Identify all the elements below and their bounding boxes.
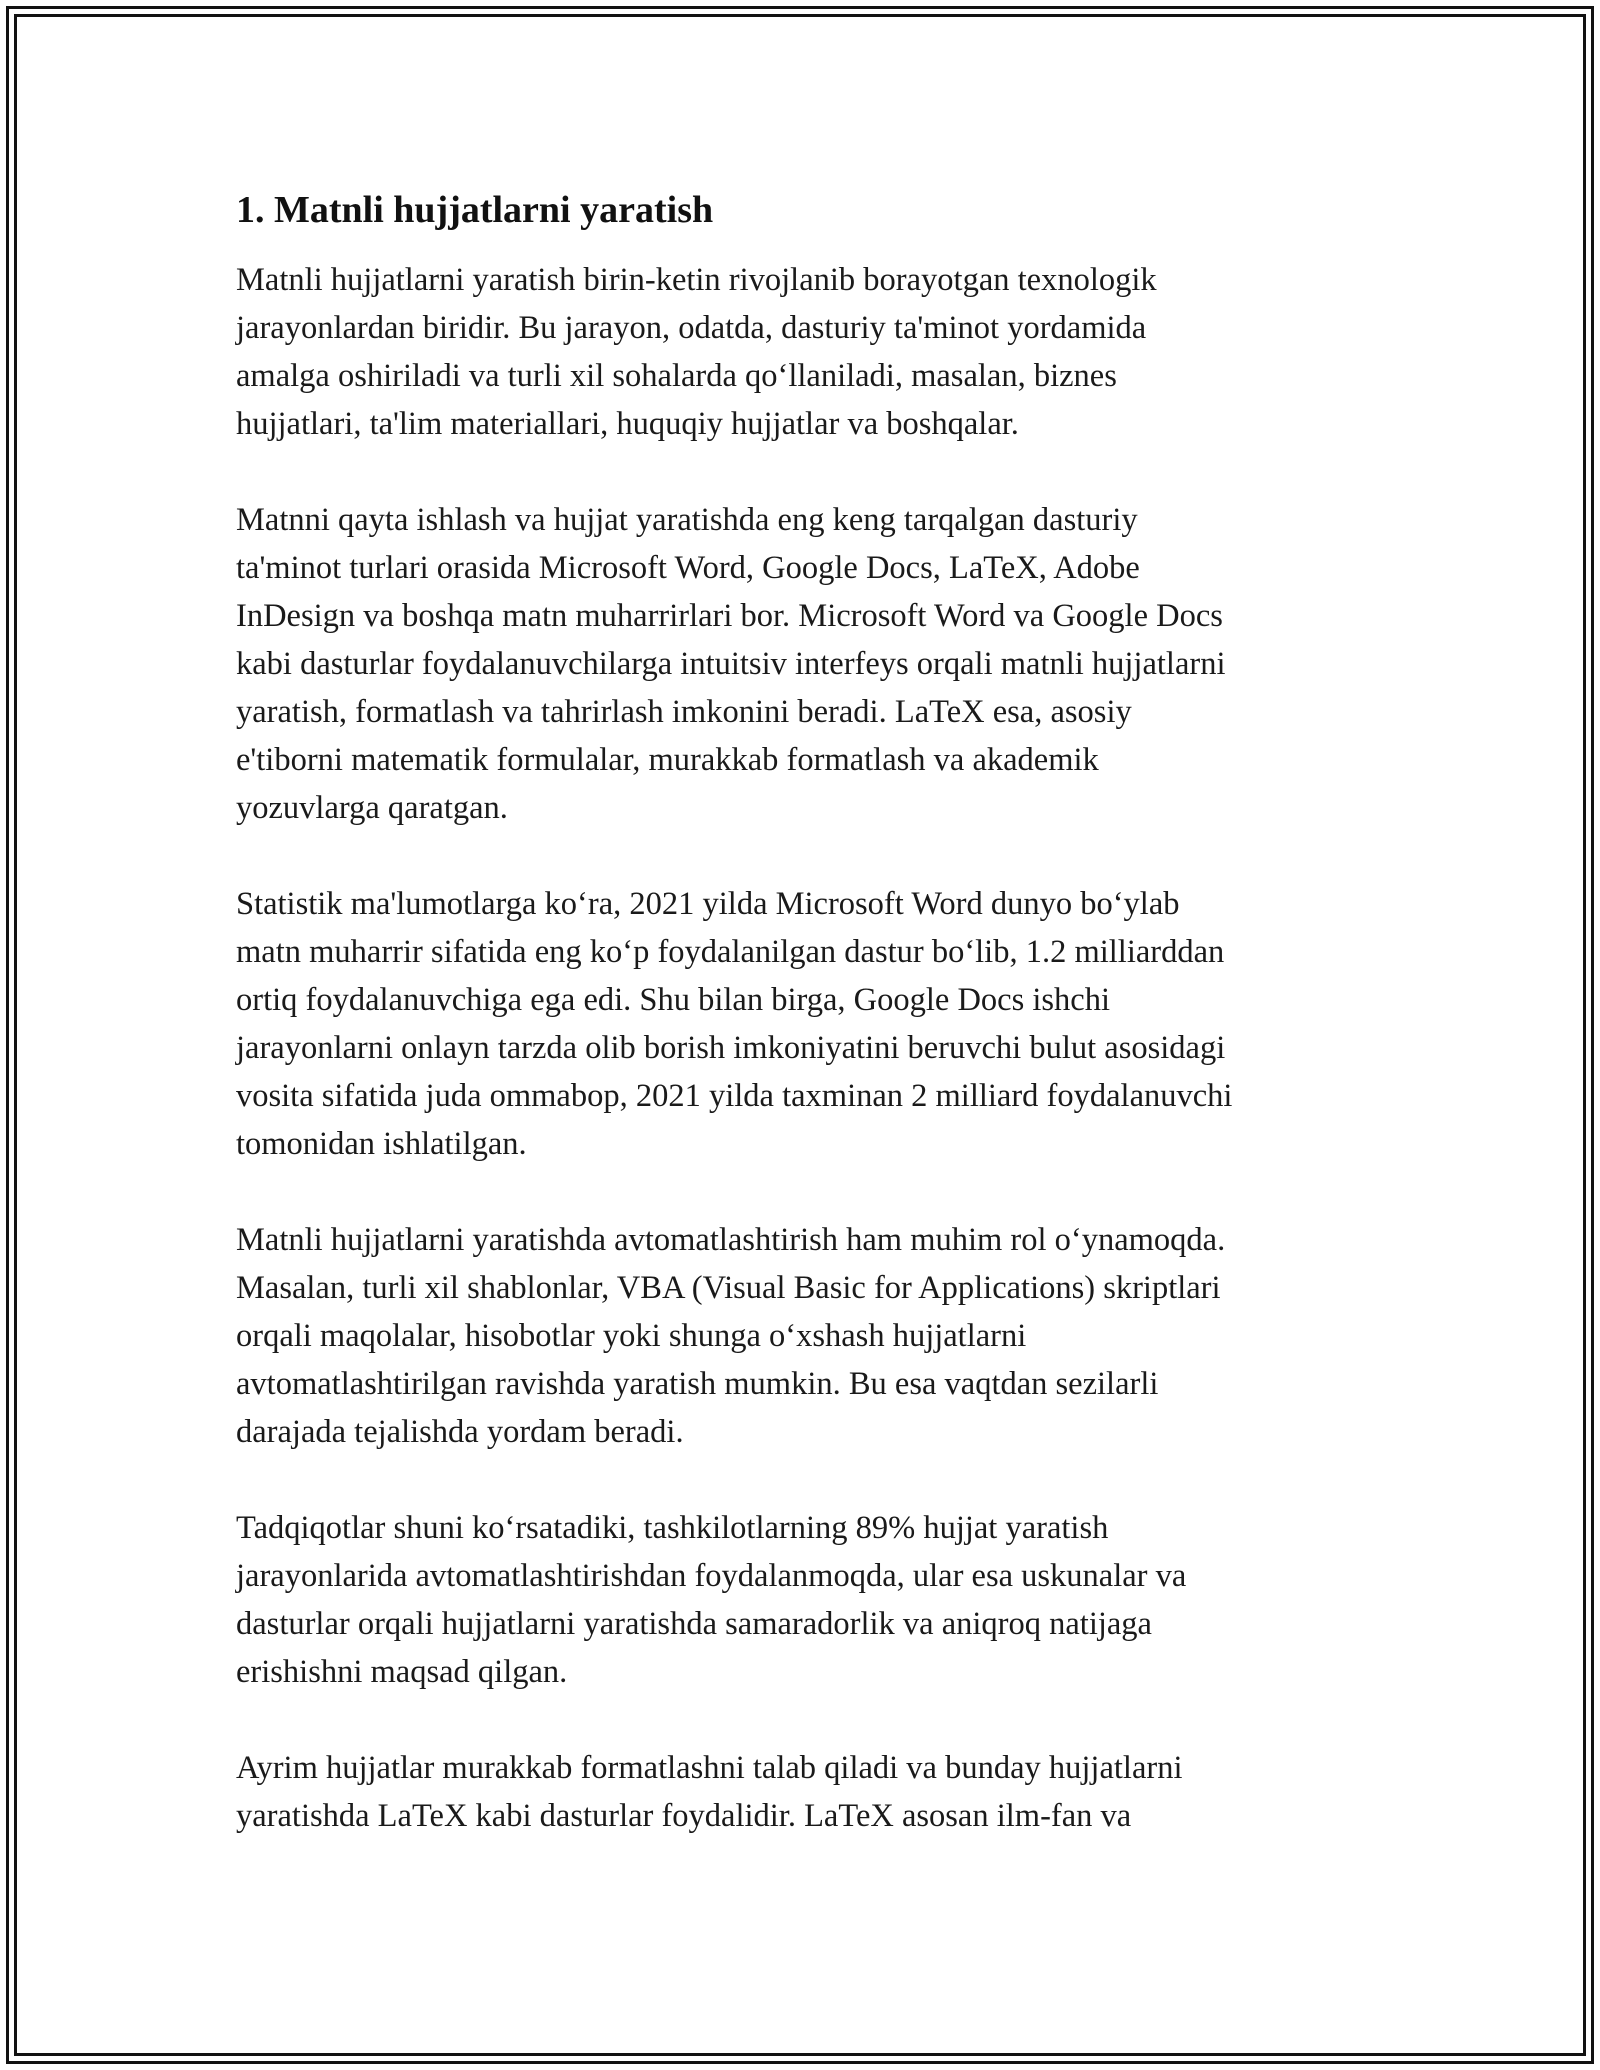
- text-line: kabi dasturlar foydalanuvchilarga intuitsiv interfeys orqali matnli hujjatlarni: [236, 646, 1226, 682]
- text-line: tomonidan ishlatilgan.: [236, 1126, 527, 1162]
- paragraph-6: [236, 1744, 1376, 1840]
- text-line: Matnli hujjatlarni yaratishda avtomatlashtirish ham muhim rol o‘ynamoqda.: [236, 1222, 1226, 1258]
- paragraph-4: [236, 1216, 1376, 1456]
- text-line: ortiq foydalanuvchiga ega edi. Shu bilan birga, Google Docs ishchi: [236, 982, 1110, 1018]
- text-line: avtomatlashtirilgan ravishda yaratish mumkin. Bu esa vaqtdan sezilarli: [236, 1366, 1159, 1402]
- text-line: yozuvlarga qaratgan.: [236, 790, 508, 826]
- text-line: yaratishda LaTeX kabi dasturlar foydalidir. LaTeX asosan ilm-fan va: [236, 1798, 1132, 1834]
- document-body: [236, 186, 1376, 1888]
- paragraph-5: [236, 1504, 1376, 1696]
- section-heading: 1. Matnli hujjatlarni yaratish: [236, 189, 714, 231]
- text-line: Masalan, turli xil shablonlar, VBA (Visual Basic for Applications) skriptlari: [236, 1270, 1221, 1306]
- text-line: e'tiborni matematik formulalar, murakkab formatlash va akademik: [236, 742, 1099, 778]
- text-line: Ayrim hujjatlar murakkab formatlashni talab qiladi va bunday hujjatlarni: [236, 1750, 1183, 1786]
- text-line: Statistik ma'lumotlarga ko‘ra, 2021 yilda Microsoft Word dunyo bo‘ylab: [236, 886, 1180, 922]
- text-line: ta'minot turlari orasida Microsoft Word, Google Docs, LaTeX, Adobe: [236, 550, 1140, 586]
- text-line: hujjatlari, ta'lim materiallari, huquqiy hujjatlar va boshqalar.: [236, 406, 1019, 442]
- text-line: Matnli hujjatlarni yaratish birin-ketin rivojlanib borayotgan texnologik: [236, 262, 1157, 298]
- text-line: darajada tejalishda yordam beradi.: [236, 1414, 684, 1450]
- text-line: Matnni qayta ishlash va hujjat yaratishda eng keng tarqalgan dasturiy: [236, 502, 1138, 538]
- text-line: erishishni maqsad qilgan.: [236, 1654, 568, 1690]
- text-line: amalga oshiriladi va turli xil sohalarda qo‘llaniladi, masalan, biznes: [236, 358, 1117, 394]
- paragraph-2: [236, 496, 1376, 832]
- text-line: matn muharrir sifatida eng ko‘p foydalanilgan dastur bo‘lib, 1.2 milliarddan: [236, 934, 1225, 970]
- text-line: Tadqiqotlar shuni ko‘rsatadiki, tashkilotlarning 89% hujjat yaratish: [236, 1510, 1109, 1546]
- text-line: orqali maqolalar, hisobotlar yoki shunga o‘xshash hujjatlarni: [236, 1318, 1027, 1354]
- text-line: jarayonlarida avtomatlashtirishdan foydalanmoqda, ular esa uskunalar va: [236, 1558, 1187, 1594]
- text-line: dasturlar orqali hujjatlarni yaratishda samaradorlik va aniqroq natijaga: [236, 1606, 1152, 1642]
- text-line: jarayonlarni onlayn tarzda olib borish imkoniyatini beruvchi bulut asosidagi: [236, 1030, 1226, 1066]
- text-line: jarayonlardan biridir. Bu jarayon, odatda, dasturiy ta'minot yordamida: [236, 310, 1147, 346]
- text-line: InDesign va boshqa matn muharrirlari bor. Microsoft Word va Google Docs: [236, 598, 1223, 634]
- paragraph-1: [236, 256, 1376, 448]
- text-line: vosita sifatida juda ommabop, 2021 yilda taxminan 2 milliard foydalanuvchi: [236, 1078, 1233, 1114]
- paragraph-3: [236, 880, 1376, 1168]
- text-line: yaratish, formatlash va tahrirlash imkonini beradi. LaTeX esa, asosiy: [236, 694, 1132, 730]
